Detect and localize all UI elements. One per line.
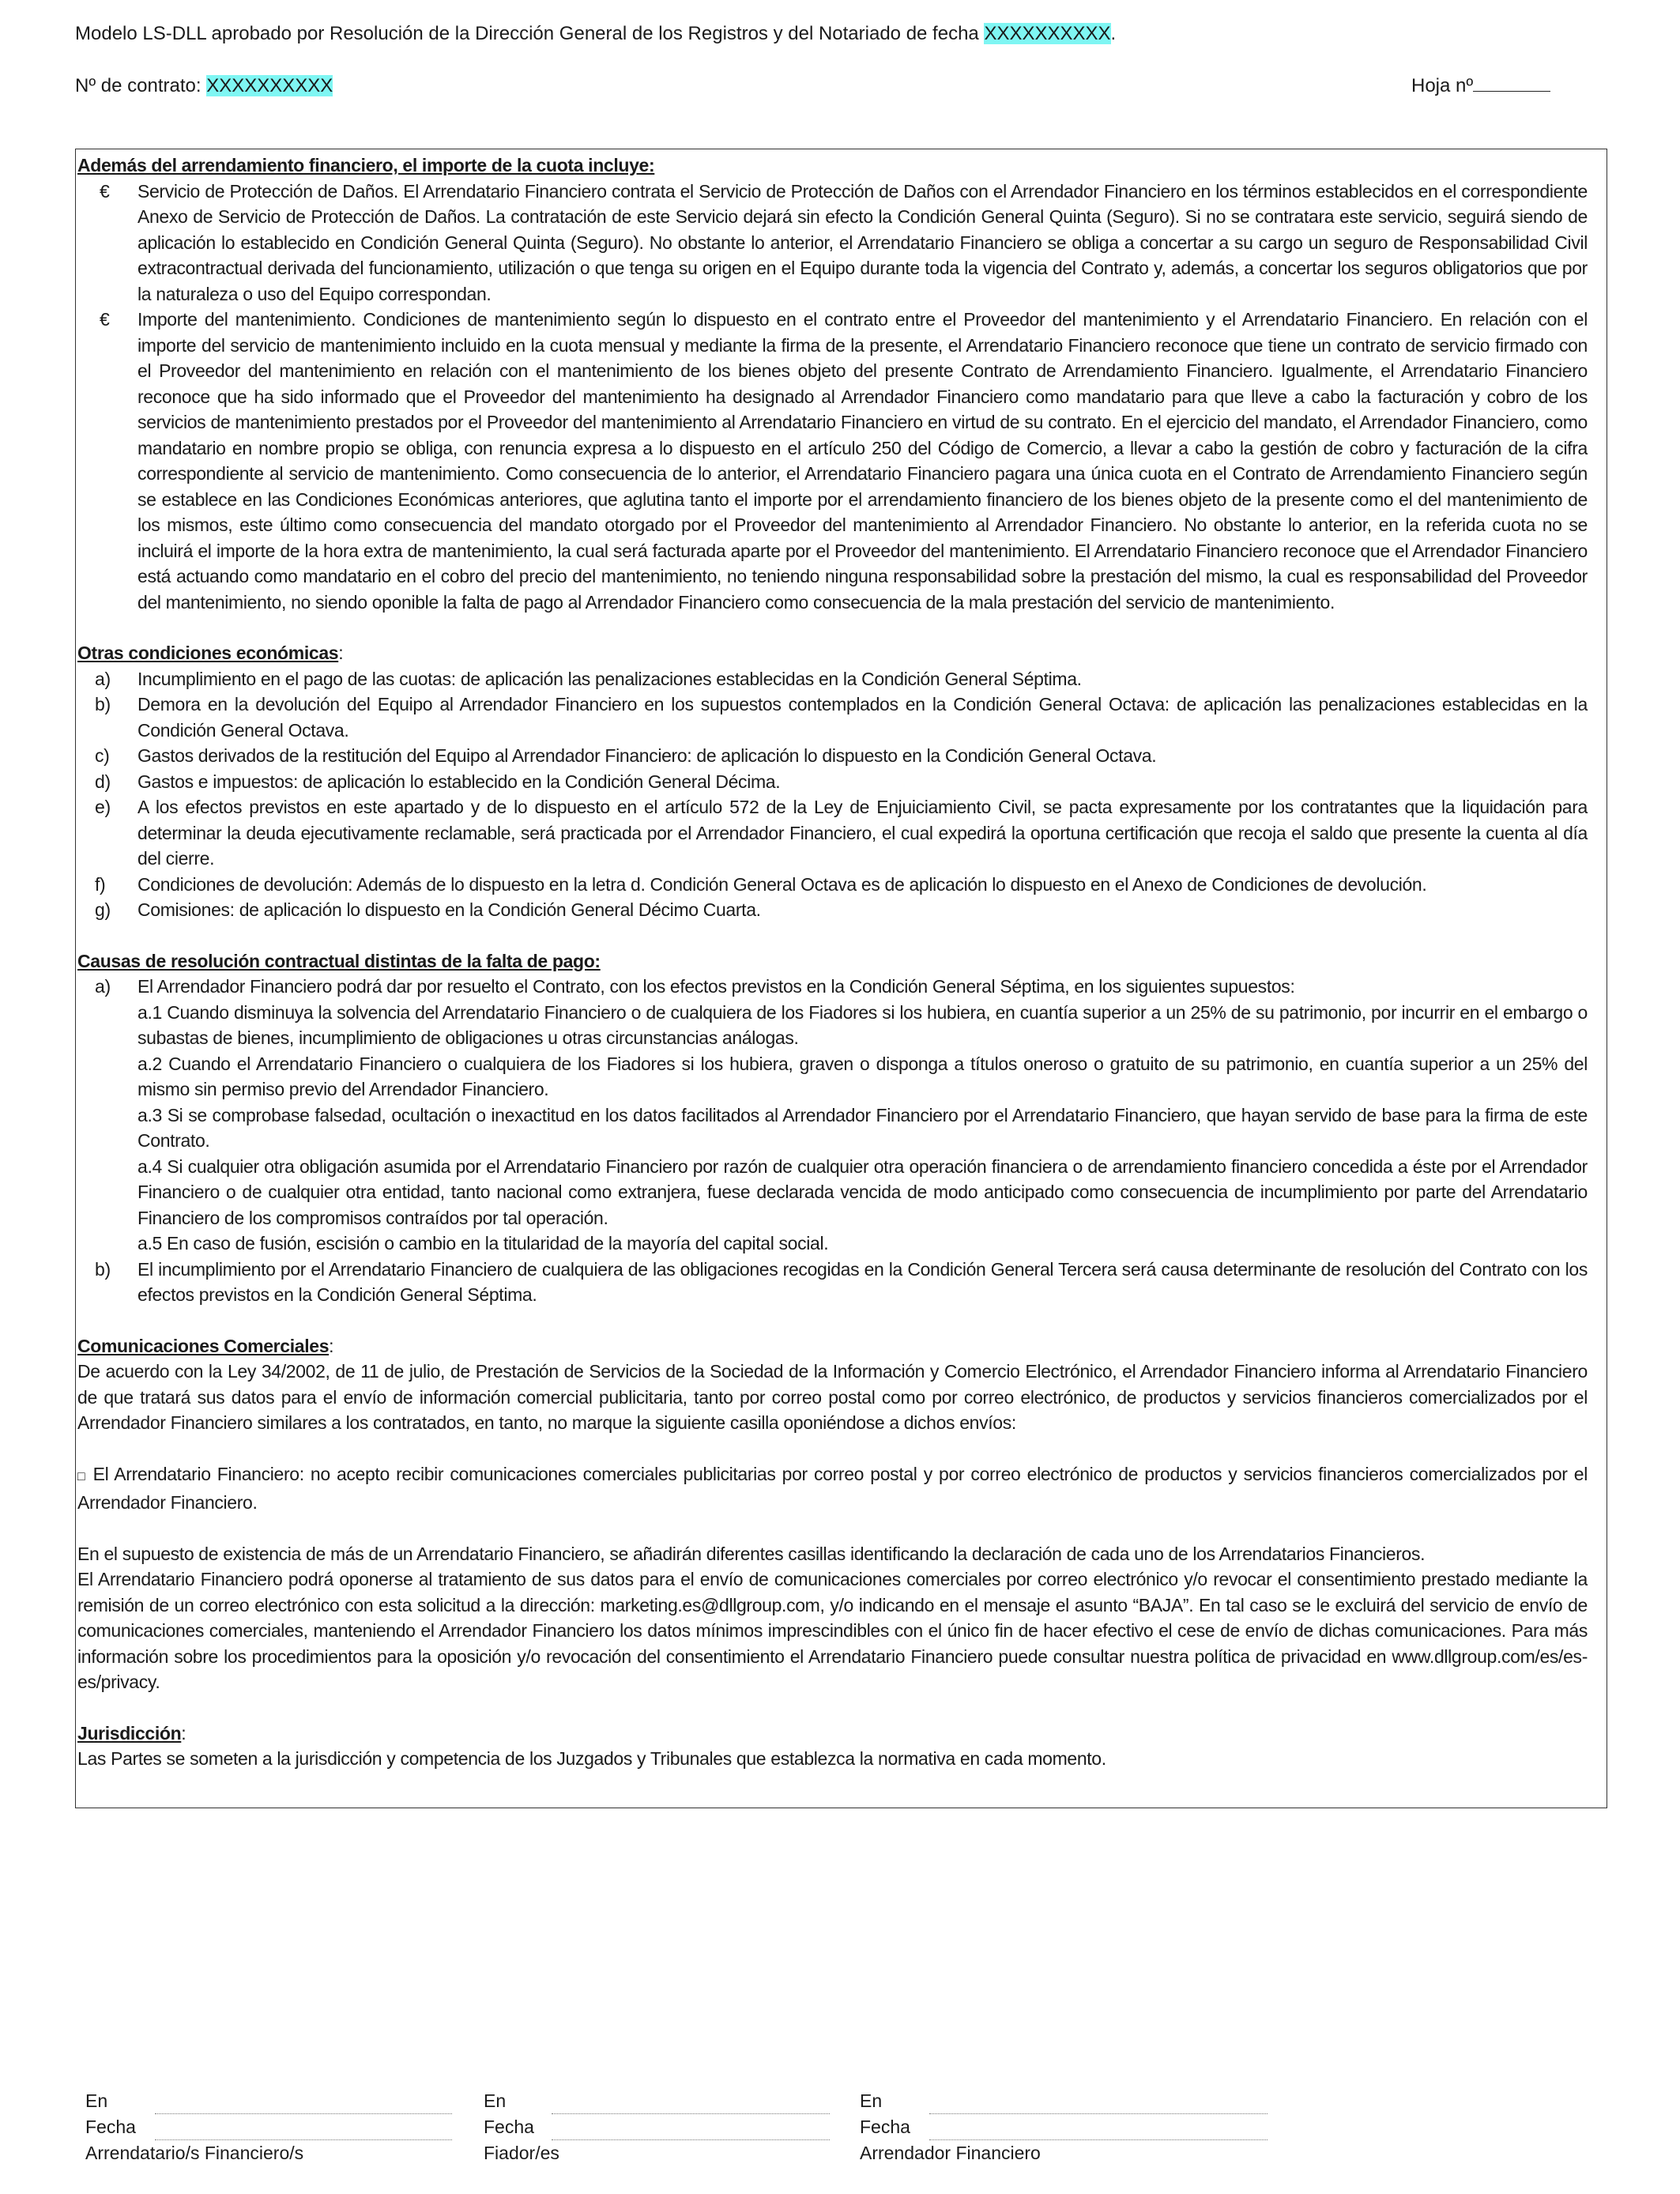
place-label: En (484, 2090, 507, 2111)
date-label: Fecha (484, 2117, 534, 2137)
communications-paragraph: De acuerdo con la Ley 34/2002, de 11 de julio, de Prestación de Servicios de la Sociedad de la Información y Comercio Electrónico, el Arrendador Financiero informa al Arrendatario Financiero de que tratará sus datos para el envío de información comercial publicitaria, tanto por correo postal como por correo electrónico, de productos y servicios financieros comercializados por el Arrendador Financiero similares a los contratados, en tanto, no marque la siguiente casilla oponiéndose a dichos envíos: (77, 1361, 1588, 1433)
economic-item (77, 872, 1588, 898)
jurisdiction-heading: Jurisdicción (77, 1722, 182, 1744)
economic-section-title (77, 640, 1588, 666)
economic-section-heading: Otras condiciones económicas (77, 643, 339, 663)
termination-item (77, 1257, 1588, 1308)
multiple-lessees-paragraph: En el supuesto de existencia de más de un Arrendatario Financiero, se añadirán diferentes casillas identificando la declaración de cada uno de los Arrendatarios Financieros. (77, 1543, 1426, 1564)
quota-section-title: Además del arrendamiento financiero, el importe de la cuota incluye: (77, 155, 655, 175)
termination-subitem: a.3 Si se comprobase falsedad, ocultación o inexactitud en los datos facilitados al Arrendador Financiero por el Arrendatario Financiero, que hayan servido de base para la firma de este Contrato. (137, 1104, 1588, 1151)
economic-item (77, 743, 1588, 769)
euro-bullet-icon: € (100, 309, 110, 330)
item-text: Condiciones de devolución: Además de lo dispuesto en la letra d. Condición General Octava es de aplicación lo dispuesto en el Anexo de Condiciones de devolución. (137, 873, 1427, 895)
termination-section-title: Causas de resolución contractual distintas de la falta de pago: (77, 950, 601, 971)
communications-colon: : (329, 1335, 334, 1356)
date-field[interactable] (155, 2122, 452, 2140)
item-text: Incumplimiento en el pago de las cuotas: de aplicación las penalizaciones establecidas en la Condición General Séptima. (137, 668, 1082, 689)
euro-bullet-icon: € (100, 180, 110, 202)
party-label: Arrendatario/s Financiero/s (85, 2143, 304, 2163)
item-text: El Arrendador Financiero podrá dar por resuelto el Contrato, con los efectos previstos en la Condición General Séptima, en los siguientes supuestos: (137, 976, 1295, 997)
checkbox-icon[interactable]: □ (77, 1469, 87, 1483)
signature-block-lessor (860, 2088, 1268, 2166)
sheet-number-line (1411, 73, 1550, 100)
termination-subitem: a.5 En caso de fusión, escisión o cambio en la titularidad de la mayoría del capital social. (137, 1233, 829, 1253)
conditions-box (75, 149, 1607, 1808)
place-field[interactable] (155, 2096, 452, 2114)
quota-item-text: Importe del mantenimiento. Condiciones de mantenimiento según lo dispuesto en el contrato entre el Proveedor del mantenimiento y el Arrendatario Financiero. En relación con el importe del servicio de mantenimiento incluido en la cuota mensual y mediante la firma de la presente, el Arrendatario Financiero reconoce que tiene un contrato de servicio firmado con el Proveedor del mantenimiento en relación con el mantenimiento de los bienes objeto del presente Contrato de Arrendamiento Financiero. Igualmente, el Arrendatario Financiero reconoce que ha sido informado que el Proveedor del mantenimiento ha designado al Arrendador Financiero como mandatario para que lleve a cabo la facturación y cobro de los servicios de mantenimiento prestados por el Proveedor del mantenimiento al Arrendatario Financiero en virtud de su contrato. En el ejercicio del mandato, el Arrendador Financiero, como mandatario en nombre propio se obliga, con renuncia expresa a lo dispuesto en el artículo 250 del Código de Comercio, a llevar a cabo la gestión de cobro y facturación de la cifra correspondiente al servicio de mantenimiento. Como consecuencia de lo anterior, el Arrendatario Financiero pagara una única cuota en el Contrato de Arrendamiento Financiero según se establece en las Condiciones Económicas anteriores, que aglutina tanto el importe por el arrendamiento financiero de los bienes objeto de la presente como el del mantenimiento de los mismos, este último como consecuencia del mandato otorgado por el Proveedor del mantenimiento al Arrendador Financiero. No obstante lo anterior, en la referida cuota no se incluirá el importe de la hora extra de mantenimiento, la cual será facturada aparte por el Proveedor del mantenimiento. El Arrendatario Financiero reconoce que el Arrendador Financiero está actuando como mandatario en el cobro del precio del mantenimiento, no teniendo ninguna responsabilidad sobre la prestación del mismo, la cual es responsabilidad del Proveedor del mantenimiento, no siendo oponible la falta de pago al Arrendador Financiero como consecuencia de la mala prestación del servicio de mantenimiento. (137, 309, 1588, 613)
item-text: Comisiones: de aplicación lo dispuesto en la Condición General Décimo Cuarta. (137, 899, 761, 920)
termination-subitem: a.4 Si cualquier otra obligación asumida por el Arrendatario Financiero por razón de cualquier otra operación financiera o de arrendamiento financiero concedida a éste por el Arrendador Financiero o de cualquier otra entidad, tanto nacional como extranjera, fuese declarada vencida de modo anticipado como consecuencia de incumplimiento por parte del Arrendatario Financiero de los compromisos contraídos por tal operación. (137, 1155, 1588, 1228)
signature-block-lessee (85, 2088, 452, 2166)
item-text: El incumplimiento por el Arrendatario Financiero de cualquiera de las obligaciones recogidas en la Condición General Tercera será causa determinante de resolución del Contrato con los efectos previstos en la Condición General Séptima. (137, 1258, 1588, 1305)
jurisdiction-text: Las Partes se someten a la jurisdicción y competencia de los Juzgados y Tribunales que establezca la normativa en cada momento. (77, 1748, 1106, 1769)
item-text: Gastos derivados de la restitución del Equipo al Arrendador Financiero: de aplicación lo dispuesto en la Condición General Octava. (137, 745, 1157, 766)
place-field[interactable] (552, 2096, 830, 2114)
signature-block-guarantor (484, 2088, 830, 2166)
party-label: Arrendador Financiero (860, 2143, 1041, 2163)
jurisdiction-colon: : (181, 1722, 186, 1744)
item-text: Demora en la devolución del Equipo al Arrendador Financiero en los supuestos contemplados en la Condición General Octava: de aplicación las penalizaciones establecidas en la Condición General Octava. (137, 694, 1588, 741)
date-field[interactable] (929, 2122, 1268, 2140)
item-marker: e) (95, 797, 111, 817)
contract-number-line (75, 73, 333, 100)
jurisdiction-section-title (77, 1721, 1588, 1747)
item-marker: a) (95, 976, 111, 997)
quota-item-text: Servicio de Protección de Daños. El Arrendatario Financiero contrata el Servicio de Protección de Daños con el Arrendador Financiero en los términos establecidos en el correspondiente Anexo de Servicio de Protección de Daños. La contratación de este Servicio dejará sin efecto la Condición General Quinta (Seguro). Si no se contratara este servicio, seguirá siendo de aplicación lo establecido en Condición General Quinta (Seguro). No obstante lo anterior, el Arrendatario Financiero se obliga a concertar a su cargo un seguro de Responsabilidad Civil extracontractual derivada del funcionamiento, utilización o que tenga su origen en el Equipo durante toda la vigencia del Contrato y, además, a concertar los seguros obligatorios que por la naturaleza o uso del Equipo correspondan. (137, 180, 1588, 304)
model-date-placeholder[interactable]: XXXXXXXXXX (984, 23, 1111, 44)
economic-item (77, 794, 1588, 872)
contract-number-placeholder[interactable]: XXXXXXXXXX (206, 75, 333, 96)
date-label: Fecha (860, 2117, 910, 2137)
place-label: En (860, 2090, 883, 2111)
opt-out-text: El Arrendatario Financiero: no acepto recibir comunicaciones comerciales publicitarias por correo postal y por correo electrónico de productos y servicios financieros comercializados por el Arrendador Financiero. (77, 1463, 1588, 1513)
place-label: En (85, 2090, 108, 2111)
economic-item (77, 692, 1588, 743)
economic-item (77, 666, 1588, 692)
place-field[interactable] (929, 2096, 1268, 2114)
item-marker: b) (95, 694, 111, 714)
sheet-label: Hoja nº (1411, 75, 1474, 96)
communications-section-title (77, 1333, 1588, 1359)
economic-colon: : (338, 643, 344, 663)
party-label: Fiador/es (484, 2143, 559, 2163)
privacy-paragraph: El Arrendatario Financiero podrá oponerse al tratamiento de sus datos para el envío de comunicaciones comerciales por correo electrónico y/o revocar el consentimiento prestado mediante la remisión de un correo electrónico con esta solicitud a la dirección: marketing.es@dllgroup.com, y/o indicando en el mensaje el asunto “BAJA”. En tal caso se le excluirá del servicio de envío de comunicaciones comerciales, manteniendo el Arrendador Financiero los datos mínimos imprescindibles con el único fin de hacer efectivo el cese de envío de dichas comunicaciones. Para más información sobre los procedimientos para la oposición y/o revocación del consentimiento el Arrendatario Financiero puede consultar nuestra política de privacidad en www.dllgroup.com/es/es-es/privacy. (77, 1569, 1588, 1692)
date-field[interactable] (552, 2122, 830, 2140)
opt-out-checkbox-row[interactable] (77, 1461, 1588, 1516)
item-marker: d) (95, 771, 111, 792)
termination-item (77, 974, 1588, 1000)
model-suffix: . (1110, 23, 1117, 44)
model-approval-text: Modelo LS-DLL aprobado por Resolución de la Dirección General de los Registros y del Notariado de fecha (75, 23, 979, 44)
economic-item (77, 769, 1588, 795)
sheet-number-field[interactable] (1473, 74, 1550, 92)
date-label: Fecha (85, 2117, 136, 2137)
termination-subitem: a.1 Cuando disminuya la solvencia del Arrendatario Financiero o de cualquiera de los Fiadores si los hubiera, en cuantía superior a un 25% de su patrimonio, por incurrir en el embargo o subastas de bienes, incumplimiento de obligaciones u otras circunstancias análogas. (137, 1001, 1588, 1048)
item-marker: f) (95, 873, 106, 895)
quota-item (77, 307, 1588, 615)
communications-heading: Comunicaciones Comerciales (77, 1335, 330, 1356)
item-marker: a) (95, 668, 111, 689)
quota-item (77, 179, 1588, 307)
model-approval-line (75, 21, 1116, 47)
termination-subitem: a.2 Cuando el Arrendatario Financiero o cualquiera de los Fiadores si los hubiera, graven o disponga a títulos oneroso o gratuito de su patrimonio, en cuantía superior a un 25% del mismo sin permiso previo del Arrendador Financiero. (137, 1053, 1588, 1099)
item-text: Gastos e impuestos: de aplicación lo establecido en la Condición General Décima. (137, 771, 781, 792)
item-marker: g) (95, 899, 111, 920)
item-text: A los efectos previstos en este apartado y de lo dispuesto en el artículo 572 de la Ley de Enjuiciamiento Civil, se pacta expresamente por los contratantes que la liquidación para determinar la deuda ejecutivamente reclamable, será practicada por el Arrendador Financiero, el cual expedirá la oportuna certificación que recoja el saldo que presente la cuenta al día del cierre. (137, 797, 1588, 869)
item-marker: b) (95, 1258, 111, 1280)
economic-item (77, 897, 1588, 923)
contract-label: Nº de contrato: (75, 75, 202, 96)
item-marker: c) (95, 745, 110, 766)
